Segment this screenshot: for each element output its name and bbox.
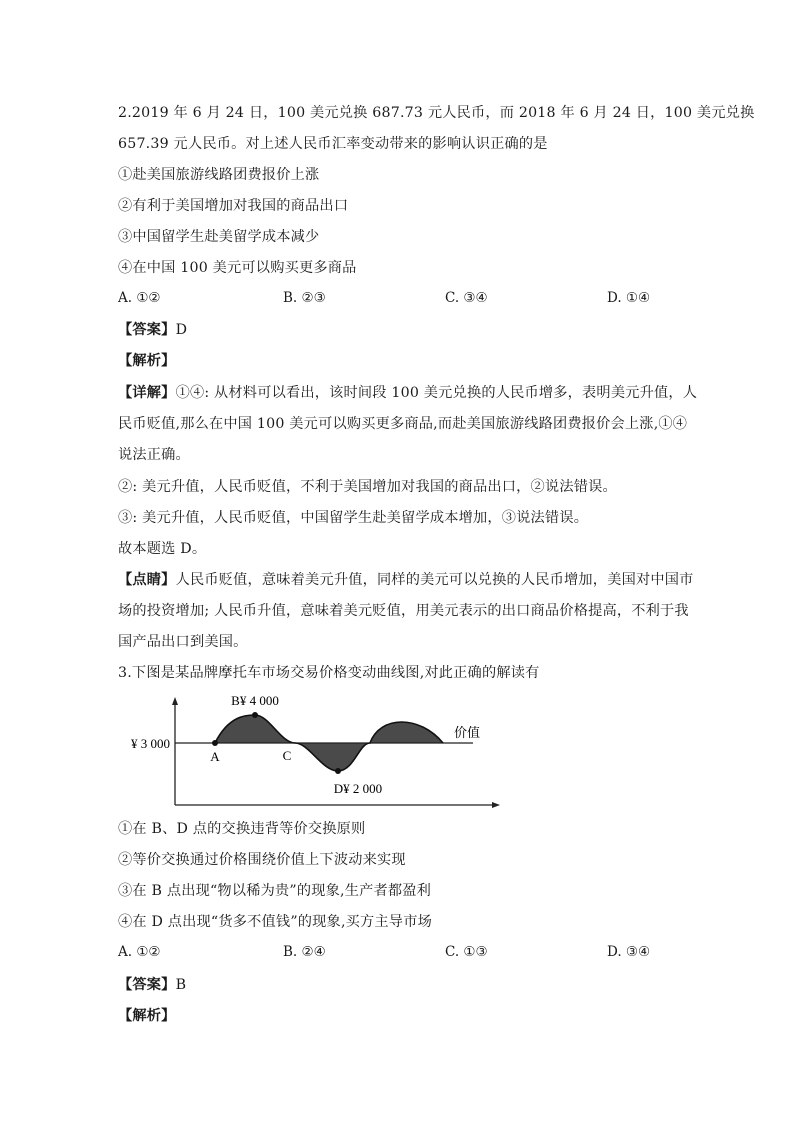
q3-item-1: ①在 B、D 点的交换违背等价交换原则 (118, 821, 366, 837)
point-a-marker (212, 740, 218, 746)
point-tag: 【点睛】 (118, 572, 176, 588)
q2-option-c: C. ③④ (445, 290, 488, 306)
q2-detail-line-1 (118, 383, 704, 403)
value-line-label: 价值 (454, 725, 481, 740)
answer-tag: 【答案】 (118, 322, 176, 338)
point-c-label: C (282, 748, 292, 763)
q2-point-line-2: 场的投资增加; 人民币升值，意味着美元贬值，用美元表示的出口商品价格提高，不利于我 (118, 603, 689, 619)
analysis-tag: 【解析】 (118, 353, 176, 369)
q3-option-b: B. ②④ (283, 944, 326, 960)
q2-item-4: ④在中国 100 美元可以购买更多商品 (118, 260, 357, 276)
q3-item-3: ③在 B 点出现“物以稀为贵”的现象,生产者都盈利 (118, 883, 432, 899)
q2-detail-line-4: ②: 美元升值，人民币贬值，不利于美国增加对我国的商品出口，②说法错误。 (118, 479, 617, 495)
q2-stem-line-2: 657.39 元人民币。对上述人民币汇率变动带来的影响认识正确的是 (118, 136, 548, 152)
point-a-label: A (210, 749, 220, 764)
q3-item-4: ④在 D 点出现“货多不值钱”的现象,买方主导市场 (118, 914, 432, 930)
q2-item-2: ②有利于美国增加对我国的商品出口 (118, 198, 349, 214)
analysis-tag: 【解析】 (118, 1008, 176, 1024)
q2-analysis-heading (118, 351, 704, 371)
q2-option-a: A. ①② (118, 290, 161, 306)
q3-answer (118, 975, 704, 995)
point-d-marker (335, 768, 341, 774)
q2-item-1: ①赴美国旅游线路团费报价上涨 (118, 167, 320, 183)
q2-point-line-1 (118, 570, 704, 590)
q2-option-d: D. ①④ (607, 290, 651, 306)
y-label: ¥ 3 000 (131, 736, 170, 751)
q2-answer (118, 320, 704, 340)
q3-item-2: ②等价交换通过价格围绕价值上下波动来实现 (118, 852, 406, 868)
point-b-marker (252, 712, 258, 718)
q3-option-d: D. ③④ (607, 944, 651, 960)
q3-analysis-heading (118, 1006, 704, 1026)
y-axis-arrow (172, 697, 178, 705)
detail-text: ①④: 从材料可以看出，该时间段 100 美元兑换的人民币增多，表明美元升值，人 (175, 385, 698, 401)
q2-option-b: B. ②③ (283, 290, 326, 306)
q3-option-c: C. ①③ (445, 944, 488, 960)
answer-value: B (175, 977, 187, 993)
point-b-label: B¥ 4 000 (231, 695, 279, 708)
point-text: 人民币贬值，意味着美元升值，同样的美元可以兑换的人民币增加，美国对中国市 (175, 572, 694, 588)
point-d-label: D¥ 2 000 (333, 781, 383, 796)
q2-detail-line-2: 民币贬值,那么在中国 100 美元可以购买更多商品,而赴美国旅游线路团费报价会上涨,①④ (118, 416, 688, 432)
answer-value: D (175, 322, 188, 338)
answer-tag: 【答案】 (118, 977, 176, 993)
q2-stem-line-1: 2.2019 年 6 月 24 日，100 美元兑换 687.73 元人民币，而 2018 年 6 月 24 日，100 美元兑换 (118, 105, 755, 121)
q2-detail-line-5: ③: 美元升值，人民币贬值，中国留学生赴美留学成本增加，③说法错误。 (118, 510, 589, 526)
q2-conclusion: 故本题选 D。 (118, 541, 207, 557)
q3-stem: 3.下图是某品牌摩托车市场交易价格变动曲线图,对此正确的解读有 (118, 665, 540, 681)
q2-point-line-3: 国产品出口到美国。 (118, 634, 248, 650)
price-value-chart (118, 695, 508, 813)
x-axis-arrow (492, 802, 500, 808)
q2-detail-line-3: 说法正确。 (118, 447, 190, 463)
q2-item-3: ③中国留学生赴美留学成本减少 (118, 229, 320, 245)
detail-tag: 【详解】 (118, 385, 176, 401)
q3-option-a: A. ①② (118, 944, 161, 960)
